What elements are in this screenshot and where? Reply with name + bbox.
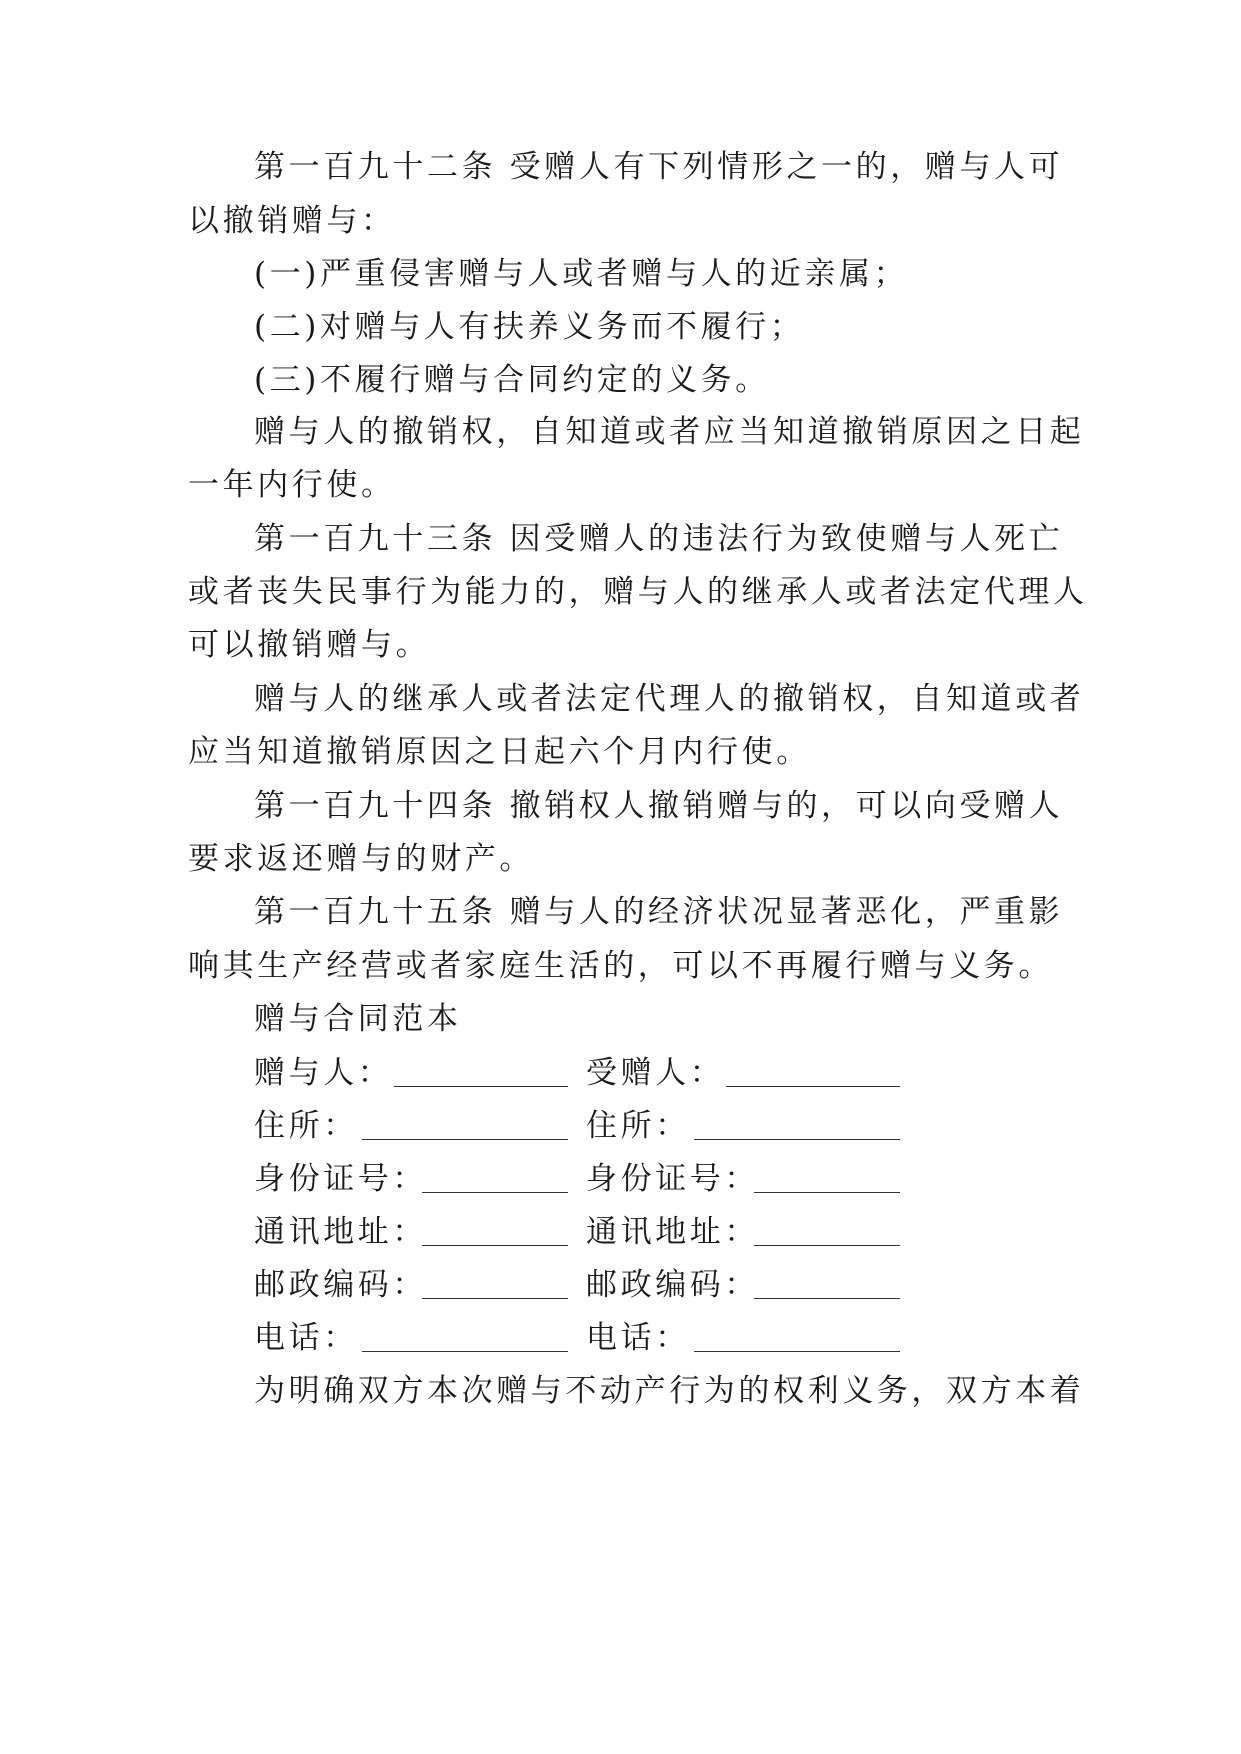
donee-postcode-field[interactable] [586, 1263, 900, 1307]
blank-line[interactable] [694, 1139, 900, 1140]
blank-line[interactable] [754, 1245, 900, 1246]
blank-line[interactable] [422, 1192, 568, 1193]
paragraph-line: 第一百九十二条 受赠人有下列情形之一的，赠与人可 [254, 149, 1064, 185]
paragraph-line: 赠与人的撤销权，自知道或者应当知道撤销原因之日起 [254, 414, 1085, 450]
field-label: 受赠人： [586, 1055, 725, 1091]
donee-phone-field[interactable] [586, 1316, 900, 1360]
form-row-mailing [254, 1210, 954, 1254]
blank-line[interactable] [422, 1298, 568, 1299]
list-item: (一)严重侵害赠与人或者赠与人的近亲属； [254, 256, 909, 292]
field-label: 通讯地址： [586, 1214, 759, 1250]
paragraph-line: 第一百九十四条 撤销权人撤销赠与的，可以向受赠人 [254, 788, 1064, 824]
paragraph-line: 或者丧失民事行为能力的，赠与人的继承人或者法定代理人 [188, 574, 1088, 610]
field-label: 赠与人： [254, 1055, 393, 1091]
form-row-phone [254, 1316, 954, 1360]
form-row-id [254, 1157, 954, 1201]
paragraph-line: 一年内行使。 [188, 467, 396, 503]
field-label: 住所： [254, 1108, 358, 1144]
form-row-donor [254, 1051, 954, 1095]
field-label: 邮政编码： [586, 1267, 759, 1303]
donee-mailing-field[interactable] [586, 1210, 900, 1254]
blank-line[interactable] [754, 1192, 900, 1193]
blank-line[interactable] [694, 1351, 900, 1352]
donee-id-field[interactable] [586, 1157, 900, 1201]
donee-address-field[interactable] [586, 1104, 900, 1148]
blank-line[interactable] [726, 1086, 900, 1087]
field-label: 通讯地址： [254, 1214, 427, 1250]
donor-field[interactable] [254, 1051, 568, 1095]
paragraph-line: 响其生产经营或者家庭生活的，可以不再履行赠与义务。 [188, 948, 1053, 984]
list-item: (三)不履行赠与合同约定的义务。 [254, 362, 770, 398]
paragraph-line: 第一百九十三条 因受赠人的违法行为致使赠与人死亡 [254, 521, 1064, 557]
donor-id-field[interactable] [254, 1157, 568, 1201]
paragraph-line: 以撤销赠与： [188, 203, 396, 239]
field-label: 邮政编码： [254, 1267, 427, 1303]
template-heading: 赠与合同范本 [254, 1001, 462, 1037]
blank-line[interactable] [362, 1139, 568, 1140]
field-label: 电话： [586, 1320, 690, 1356]
blank-line[interactable] [394, 1086, 568, 1087]
list-item: (二)对赠与人有扶养义务而不履行； [254, 309, 805, 345]
blank-line[interactable] [754, 1298, 900, 1299]
paragraph-line: 赠与人的继承人或者法定代理人的撤销权，自知道或者 [254, 681, 1085, 717]
field-label: 身份证号： [254, 1161, 427, 1197]
donor-mailing-field[interactable] [254, 1210, 568, 1254]
field-label: 住所： [586, 1108, 690, 1144]
field-label: 电话： [254, 1320, 358, 1356]
blank-line[interactable] [362, 1351, 568, 1352]
form-row-address [254, 1104, 954, 1148]
donor-postcode-field[interactable] [254, 1263, 568, 1307]
paragraph-line: 应当知道撤销原因之日起六个月内行使。 [188, 734, 811, 770]
donor-address-field[interactable] [254, 1104, 568, 1148]
form-row-postcode [254, 1263, 954, 1307]
paragraph-line: 第一百九十五条 赠与人的经济状况显著恶化，严重影 [254, 894, 1064, 930]
donor-phone-field[interactable] [254, 1316, 568, 1360]
paragraph-line: 为明确双方本次赠与不动产行为的权利义务，双方本着 [254, 1373, 1085, 1409]
donee-field[interactable] [586, 1051, 900, 1095]
paragraph-line: 可以撤销赠与。 [188, 627, 431, 663]
field-label: 身份证号： [586, 1161, 759, 1197]
paragraph-line: 要求返还赠与的财产。 [188, 841, 534, 877]
blank-line[interactable] [422, 1245, 568, 1246]
